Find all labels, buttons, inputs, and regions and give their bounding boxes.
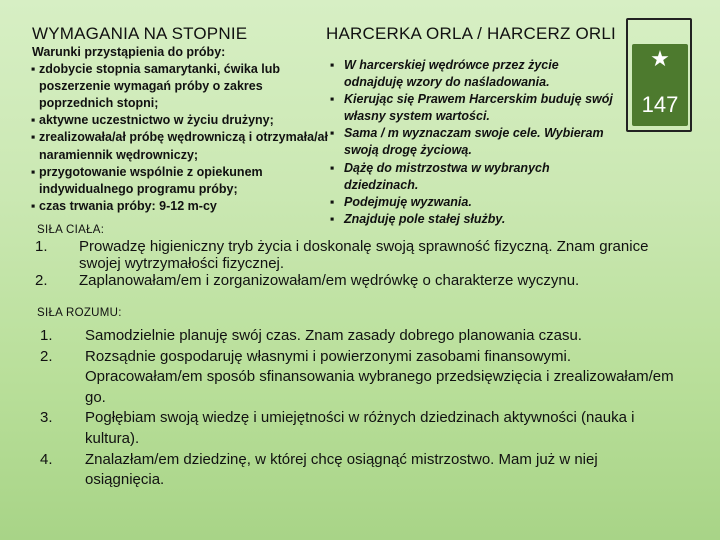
item-text: Prowadzę higieniczny tryb życia i doskonalę swoją sprawność fizyczną. Znam granice swojej wytrzymałości fizycznej. (79, 238, 649, 272)
bullet-icon: ▪ (330, 58, 335, 72)
bullet-icon: ▪ (31, 198, 36, 213)
list-item: ▪ Znajduję pole stałej służby. (330, 211, 620, 228)
list-item: ▪ czas trwania próby: 9-12 m-cy (32, 198, 332, 215)
bullet-icon: ▪ (31, 113, 36, 128)
list-item (35, 238, 685, 272)
bullet-icon: ▪ (330, 211, 335, 226)
ideals-list (330, 57, 620, 228)
item-text: Znalazłam/em dziedzinę, w której chcę osiągnąć mistrzostwo. Mam już w niej osiągnięcia. (85, 450, 598, 489)
sila-ciala-section (35, 238, 685, 289)
badge-number: 147 (641, 92, 679, 117)
rank-badge (626, 18, 692, 132)
item-number: 2. (40, 347, 53, 365)
item-number: 1. (35, 238, 48, 255)
item-text: Rozsądnie gospodaruję własnymi i powierzonymi zasobami finansowymi. Opracowałam/em sposób sfinansowania wybranego przedsięwzięcia i zrealizowałam/em go. (85, 347, 674, 406)
sila-rozumu-heading: SIŁA ROZUMU: (37, 307, 122, 319)
sila-rozumu-list (40, 326, 680, 491)
list-item: ▪ W harcerskiej wędrówce przez życie odnajduję wzory do naśladowania. (330, 58, 559, 90)
list-item: ▪ Sama / m wyznaczam swoje cele. Wybieram swoją drogę życiową. (330, 126, 604, 158)
item-number: 4. (40, 450, 53, 468)
left-heading: WYMAGANIA NA STOPNIE (32, 24, 248, 43)
sila-ciala-list (35, 238, 685, 289)
item-text: Samodzielnie planuję swój czas. Znam zasady dobrego planowania czasu. (85, 327, 582, 344)
requirements-block (31, 44, 335, 215)
requirements-title: Warunki przystąpienia do próby: (32, 45, 226, 59)
requirements-list (31, 61, 335, 215)
list-item: ▪ aktywne uczestnictwo w życiu drużyny; (32, 112, 332, 129)
list-item: ▪ zrealizowała/ał próbę wędrowniczą i otrzymała/ał naramiennik wędrowniczy; (31, 130, 328, 162)
list-item (40, 408, 680, 449)
list-item (40, 326, 680, 347)
badge-panel (632, 44, 688, 126)
list-item (40, 450, 680, 491)
list-item: ▪ Podejmuję wyzwania. (330, 194, 620, 211)
list-item: ▪ przygotowanie wspólnie z opiekunem indywidualnego programu próby; (31, 164, 263, 196)
list-item: ▪ Dążę do mistrzostwa w wybranych dziedzinach. (330, 160, 550, 192)
right-heading: HARCERKA ORLA / HARCERZ ORLI (326, 24, 616, 43)
ideals-block (330, 57, 620, 228)
sila-ciala-heading: SIŁA CIAŁA: (37, 224, 105, 236)
bullet-icon: ▪ (330, 126, 335, 141)
item-number: 3. (40, 409, 53, 427)
list-item: ▪ zdobycie stopnia samarytanki, ćwika lub poszerzenie wymagań próby o zakres poprzednich stopni; (31, 62, 281, 111)
bullet-icon: ▪ (330, 92, 335, 107)
list-item (40, 347, 680, 409)
bullet-icon: ▪ (31, 130, 36, 145)
item-text: Pogłębiam swoją wiedzę i umiejętności w różnych dziedzinach aktywności (nauka i kultura). (85, 409, 635, 447)
bullet-icon: ▪ (330, 160, 335, 175)
item-text: Zaplanowałam/em i zorganizowałam/em wędrówkę o charakterze wyczynu. (79, 272, 580, 289)
item-number: 2. (35, 272, 48, 289)
list-item: ▪ Kierując się Prawem Harcerskim buduję swój własny system wartości. (330, 92, 613, 124)
bullet-icon: ▪ (31, 62, 36, 77)
item-number: 1. (40, 327, 53, 344)
sila-rozumu-section (40, 326, 680, 491)
bullet-icon: ▪ (31, 164, 36, 179)
list-item (35, 272, 685, 289)
bullet-icon: ▪ (330, 194, 335, 209)
star-icon: ★ (650, 46, 670, 71)
